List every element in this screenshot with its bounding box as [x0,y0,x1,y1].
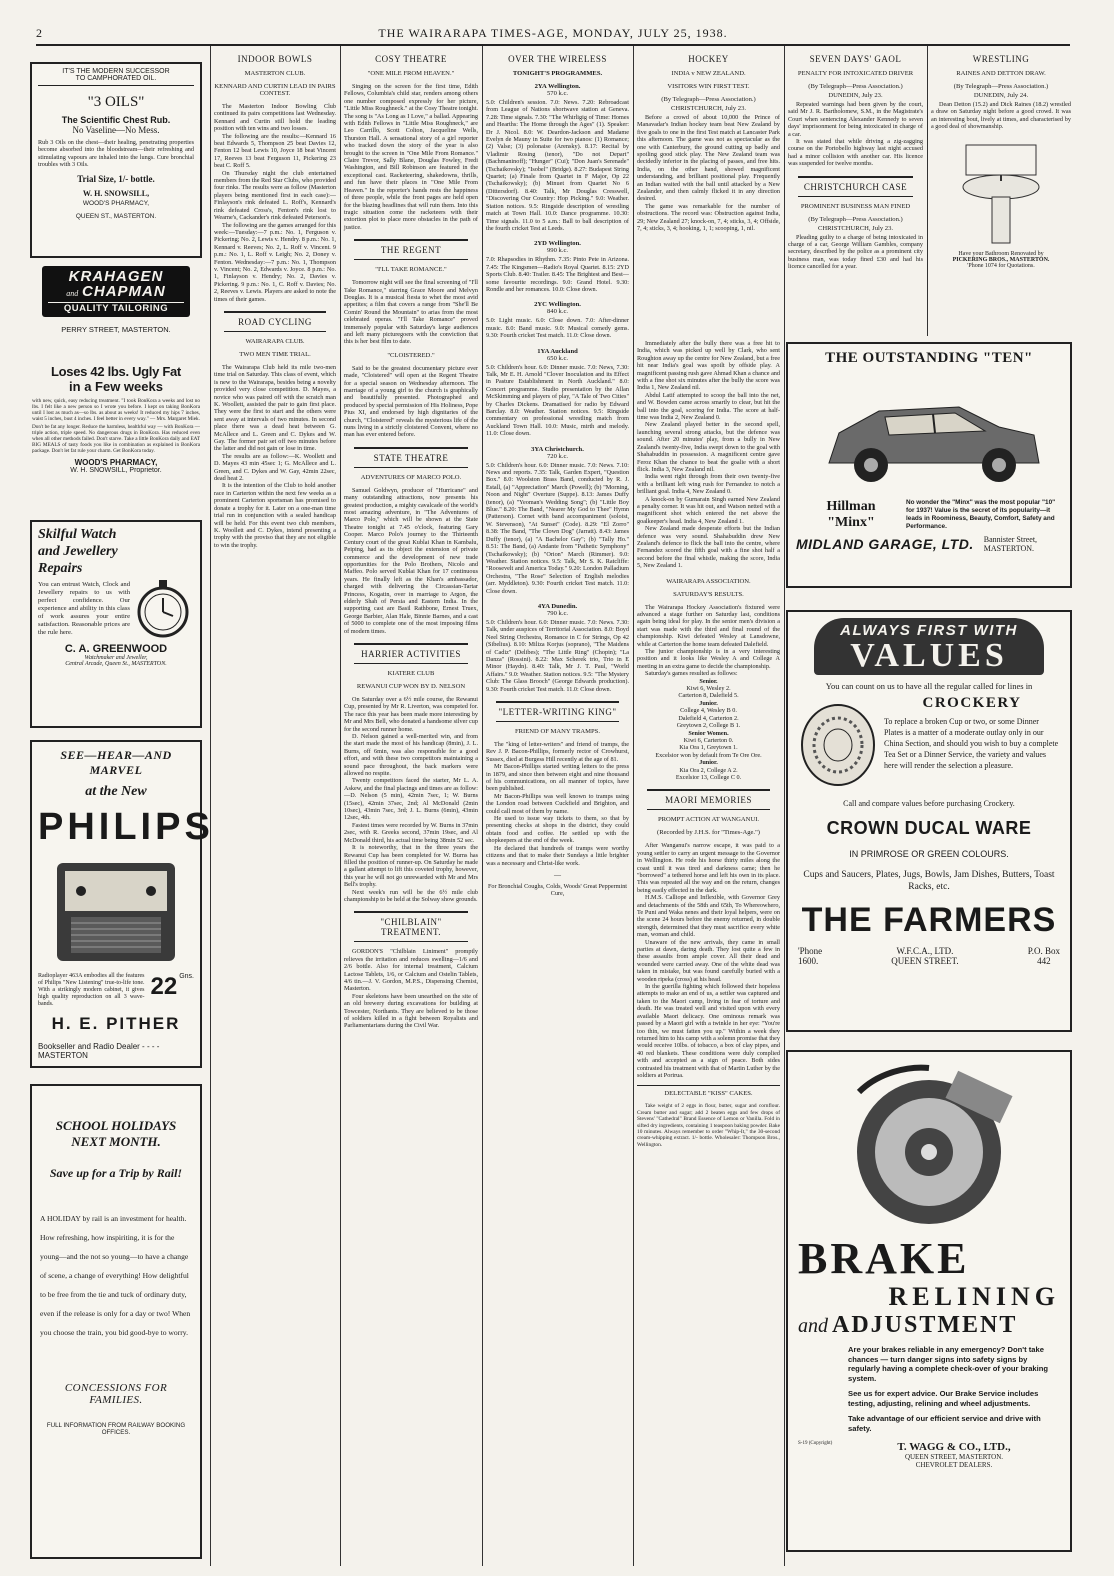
article-paragraph: The following are the games arranged for this week:—Tuesday:—7 p.m.: No. 1, Ferguson v. Pickering; No. 2, Lewis v. Hendry. 8 p.m.: No. 1, Kennard v. Reeves; No. 2, L. Roff v. Vincent. 9 p.m.: No. 1, L. Roff v. Leigh; No. 2, Doney v. Fenton. Wednesday:—7 p.m.: No. 1, Thompson v. Vincent; No. 2, Edwards v. Joyce. 8 p.m.: No. 1, Finlayson v. Hendry; No. 2, Davies v. Pickering. 9 p.m.: No. 1, C. Roff v. Davies; No. 2, Reeves v. Lewis. Players are asked to note the times of their games. [214,221,336,303]
article-paragraph: H.M.S. Calliope and Inflexible, with Governor Grey and detachments of the 58th and 65th, To Whereowhero, Te Puni and Waka nenes and their loyal helpers, were on the scene 24 hours before the enemy returned, in double strength, determined that they must sacrifice every white man, woman and child. [637,894,780,939]
ad-body: Radioplayer 463A embodies all the features of Philips "New Listening" true-to-life tone. With a strikingly modern cabinet, it gives high quality reproduction on all 3 wave-bands. [38,973,145,1007]
article-subhead: WAIRARAPA ASSOCIATION. [666,577,751,585]
ad-headline: and [798,1315,828,1337]
ad-headline: SCHOOL HOLIDAYS NEXT MONTH. [55,1118,177,1149]
ad-address: QUEEN STREET. [891,956,959,966]
programme-list: 5.0: Children's hour. 6.0: Dinner music. 7.0: News, 7.30: Talk, Mr E. H. Arnold "Clover Inoculation and its Effect in Pasture Establishment in North Auckland." 8.0: Concert programme. Studio presentation by the Allan McSkimming and players of play, "A Tale of Two Cities" by Charles Dickens. Dramatised for radio by Edward Barclay. 8.0: Weather. Station notices. 9.5: Ringside commentary on professional wrestling match from Auckland Town Hall. 10.0: Music, mirth and melody. 11.0: Close down. [486,363,629,438]
advert-line: For Bronchial Coughs, Colds, Woods' Great Peppermint Cure, [487,882,628,898]
ad-seller: W. H. SNOWSILL, Proprietor. [70,467,162,474]
ad-price: Trial Size, 1/- bottle. [77,173,155,184]
ad-tagline: QUALITY TAILORING [48,302,184,314]
hillman-minx-ad [786,342,1072,588]
ad-code: S-19 (Copyright) [798,1441,833,1446]
article-paragraph: The results are as follow:—K. Woollett and D. Mayes 43 min 45sec 1; G. McAllece and L. Green, and C. Dykes and W. Gay, 42min 22sec, dead heat 2. [214,452,336,483]
result-line: Kia Ora 2, College A 2. [679,766,738,774]
ad-address: Bannister Street, [983,535,1038,544]
article-paragraph: Samuel Goldwyn, producer of "Hurricane" and many outstanding attractions, now presents his greatest production, a mighty cavalcade of the world's most amazing adventure, in "The Adventures of Marco Polo," which will be shown at the State Theatre tonight at 7.45 o'clock, featuring Gary Cooper. Marco Polo's journey to the Thirteenth Century court of the great Kublai Khan in Kambalu, Peiping, had as its object the extension of private commerce and the development of new trade opportunities for the Polo Brothers, Nicolo and Maffeo. Polo served Kublai Khan for 17 continuous years. He finally left as the Khan's ambassador, charged with delivering the Circassian-Tartar Princess, Kogatin, over in marriage to Argon, the elderly Shah of Persia and Eastern India. In the supporting cast are Basil Rathbone, Ernest Truex, George Barbier, Alan Hale, Binnie Barnes, and a cast of 5000 to complete one of the most imposing films of modern times. [344,486,478,635]
result-line: Kia Ora 1, Greytown 1. [679,744,738,752]
ad-line: Call and compare values before purchasing Crockery. [843,799,1015,808]
article-paragraph: Take weight of 2 eggs in flour, butter, sugar and cornflour. Cream butter and sugar; add 2 beaten eggs and few drops of Stevens' "Cathedral" Brand Essence of Lemon or Vanilla. Fold in sifted dry ingredients, containing 1 teaspoon baking powder. Bake 10 minutes. Always remember to order "Whip-It," the 30-second cream-whipping extract. 1/- bottle. Wholesaler: Thompson Bros., Wellington. [637,1103,780,1148]
article-byline: (By Telegraph—Press Association.) [953,83,1049,90]
article-headline: STATE THEATRE [354,447,468,468]
ad-headline: ALWAYS FIRST WITH [840,622,1018,639]
results-grade: Senior. [699,677,718,685]
article-paragraph: Repeated warnings had been given by the court, said Mr J. R. Bartholomew, S.M., in the Magistrate's Court when sentencing Alexander Kennedy to seven days' imprisonment for being intoxicated in charge of a car. [788,101,923,138]
result-line: Kiwi 6, Wesley 2. [686,685,731,693]
article-headline: "LETTER-WRITING KING" [496,701,619,722]
result-line: Carterton 8, Dalefield 5. [678,692,739,700]
article-dateline: CHRISTCHURCH, July 23. [817,224,894,232]
article-subhead: RAINES AND DETTON DRAW. [956,70,1046,77]
watch-icon [132,574,194,644]
philips-radio-ad [30,740,214,1068]
ad-dealer: MIDLAND GARAGE, LTD. [796,536,974,552]
ad-address: QUEEN STREET, MASTERTON. [904,1453,1004,1461]
ad-headline: CONCESSIONS FOR FAMILIES. [64,1382,168,1406]
article-paragraph: The Masterton Indoor Bowling Club continued its pairs competitions last Wednesday. Kennard and Curtin still hold the leading position with ten wins and two losses. [214,103,336,133]
article-paragraph: Tomorrow night will see the final screening of "I'll Take Romance," starring Grace Moore and Melvyn Douglas. It is a musical fiesta to whet the most avid appetites; a film that covers a range from "She'll Be Comin' Round the Mountain" to arias from the most celebrated operas. "I'll Take Romance" proved immensely popular with Saturday's large audiences and left many picturegoers with the conviction that this is her best film to date. [344,279,478,346]
article-paragraph: It is noteworthy, that in the three years the Rewanui Cup has been completed for W. Burns has filled the position of runner-up. On Saturday he made a gallant attempt to lift this coveted trophy, however, this year he will not go unrewarded with Mr and Mrs Bell's trophy. [344,844,478,889]
article-headline: ROAD CYCLING [224,311,326,332]
result-line: Excelsior 13, College C 0. [675,773,742,781]
article-paragraph: The following are the results:—Kennard 16 beat Edwards 5, Thompson 25 beat Davies 12, Fenton 12 beat Lewis 10, Joyce 18 beat Vincent 17, Reeves 13 beat Ferguson 11, Pickering 23 beat C. Roff 5. [214,132,336,170]
ad-product-name: "3 OILS" [87,94,145,110]
ad-line: Cups and Saucers, Plates, Jugs, Bowls, Jam Dishes, Butters, Toast Racks, etc. [803,870,1055,892]
article-paragraph: Pleading guilty to a charge of being intoxicated in charge of a car, George William Gambles, company secretary, described by the police as a prominent city business man, was today fined £30 and had his licence cancelled for a year. [788,233,923,271]
ad-line: 'Phone 1074 for Quotations. [967,262,1035,269]
column-divider [340,46,341,1566]
article-subhead: KENNARD AND CURTIN LEAD IN PAIRS CONTEST. [214,83,336,97]
ad-address: QUEEN ST., MASTERTON. [75,212,157,220]
ad-line: TO CAMPHORATED OIL. [38,75,194,86]
article-subhead: "I'LL TAKE ROMANCE." [375,266,447,274]
ad-headline: SEE—HEAR—AND MARVEL [60,748,172,777]
article-paragraph: Abdul Latif attempted to scoop the ball into the net, and W. Bowden came across smartly to clear, but hit the ball into the goal, scoring for India. The score at half-time was India 2, New Zealand 0. [637,391,780,422]
article-subhead: PROMPT ACTION AT WANGANUI. [657,816,760,824]
article-byline: (By Telegraph—Press Association.) [808,215,903,223]
three-oils-ad [30,62,202,258]
ad-box-label: P.O. Box [1027,946,1060,956]
krahagen-chapman-ad [30,266,202,354]
station-frequency: 990 k.c. [546,247,569,255]
column-divider [927,46,928,336]
bonkora-ad [30,364,202,514]
ad-line: IN PRIMROSE OR GREEN COLOURS. [849,849,1009,859]
article-paragraph: Immediately after the bully there was a free hit to India, which was picked up well by Clark, who sent Roughton away up the centre for New Zealand, but a free hit near India's goal was spoilt by offside play. A magnificent passing rush gave Ahmad Khan a chance and with a fine shot six minutes after the bully the score was India 1, New Zealand nil. [637,340,780,392]
result-line: College 4, Wesley B 0. [680,707,737,715]
article-paragraph: It was stated that while driving a zig-zagging course on the Portobello highway last night accused had a minor collision with another car. His licence was suspended for twelve months. [788,138,923,168]
column-divider [633,46,634,1566]
ad-headline: Skilful Watch [38,527,117,542]
ad-brand: and [66,289,79,298]
article-paragraph: New Zealand played better in the second spell, launching several strong attacks, but the defence was sound. After 20 minutes' play, from a bully in New Zealand's twenty-five, India swept down to the goal with Shahabuddin in possession. A magnificent centre gave Feroz Khan the chance to beat the goalie with a short flick. India 3, New Zealand nil. [637,421,780,473]
article-headline: WRESTLING [972,54,1030,64]
ad-headline: VALUES [850,637,1008,674]
ad-line: You can count on us to have all the regular called for lines in [825,681,1033,691]
programme-list: 5.0: Children's hour. 6.0: Dinner music. 7.0: News. 7.10: News and reports. 7.35: Talk, Garden Expert, "Question Box." 8.0: Woolston Brass Band, conducted by R. J. Estall, (a) "Appreciation" March (Powell); (b) "Morning, Noon and Night" Overture (Suppe). 8.13: James Duffy (tenor), (a) "Yeoman's Wedding Song"; (b) "Little Boy Blue." 8.20: The Band, "Nearer My God to Thee" Hymn (Patterson). Cornet with band accompaniment (soloist, W. Stevenson), "At Sunset" (Code). 8.29: "El Zorro" 8.38: The Band, "The Clown Dog" (Jarratt). 8.43: James Duffy (tenor), (a) "A Bachelor Gay"; (b) "Tally Ho." 8.51: The Band, (a) Andante from "Pathetic Symphony" (Tschaikowsky); (b) "Orion" March (Rimmer). 9.0: Weather. Station notices. 9.5: Talk, Mr S. K. Ratcliffe: "Roosevelt and America Today." 9.20: London Palladium Orchestra, "The Rose" Selection of English melodies (arr. Myddleton). 9.30: Fourth cricket Test match. 11.0: Close down. [486,461,629,595]
station-name: 3YA Christchurch. [531,445,584,453]
article-byline: (By Telegraph—Press Association.) [661,96,756,103]
ad-body: Rub 3 Oils on the chest—their healing, penetrating properties become absorbed into the bloodstream—their refreshing and stimulating vapours are inhaled into the lungs. Cure bronchial troubles with 3 Oils. [38,139,194,169]
result-line: Kiwi 6, Carterton 0. [683,736,734,744]
article-paragraph: Twenty competitors faced the starter, Mr L. A. Askew, and the final placings and times are as follow:—D. Nelson (5 min), 42min 7sec, 1; W. Burns (15sec), 42min 37sec, 2nd; Al McDonald (2min 10sec), 43min 7sec, 3rd; J. L. Burns (6min), 43min 12sec, 4th. [344,777,478,822]
article-subhead: MASTERTON CLUB. [244,70,306,77]
article-paragraph: The Wairarapa Club held its mile two-men time trial on Saturday. This class of event, which is new to the Wairarapa, besides being a novelty provided very close competition. D. Mayes, a novice who was paired off with the scratch man K. Woollett, assisted the pair to gain first place. They were the first to start and the others were sent away at intervals of two minutes. In second place there was a dead heat between G. McAllece and L. Green and C. Dykes and W. Gay. The former pair set off two minutes before the latter and did not gain or lose in time. [214,363,336,453]
article-subhead: PROMINENT BUSINESS MAN FINED [800,202,911,210]
article-paragraph: GORDON'S "Chilblain Liniment" promptly relieves the irritation and reduces swelling—1/6 and 2/6 bottle. Also for internal treatment, Calcium Lactose Tablets, 1/6, or Calcium and Ostelin Tablets, 4/6 tin.—J. V. Gordon, M.P.S., Dispensing Chemist, Masterton. [344,948,478,993]
ad-headline: in a Few weeks [69,379,163,394]
ad-headline: and Jewellery [38,544,118,559]
wagg-brake-ad [786,1050,1072,1552]
newspaper-title: THE WAIRARAPA TIMES-AGE, MONDAY, JULY 25, 1938. [378,26,728,40]
car-icon [809,373,1049,493]
ad-headline: Repairs [38,561,83,576]
article-subhead: KIATERE CLUB [387,669,435,677]
article-paragraph: It is the intention of the Club to hold another race in Carterton within the next few weeks as a prominent Carterton sportsman has promised to donate a trophy for it. Later on a one-man time trial run in conjunction with a sealed handicap will be held. For this event two club members, K. Woollett and C. Dykes, intend presenting a trophy with the proviso that they are not eligible to win the trophy. [214,482,336,549]
ad-tagline: No Vaseline—No Mess. [72,125,160,135]
article-headline: SEVEN DAYS' GAOL [809,54,902,64]
column-divider [784,46,785,1566]
article-paragraph: After Wanganui's narrow escape, it was paid to a young settler to carry an urgent message to the Governor in Wellington. He rode his horse thirty miles along the coast until it was tired and darkness came; then he "borrowed" a tethered horse and left his own in its place. This was repeated all the way and on the return, changes being easily effected in the dark. [637,842,780,894]
article-headline: COSY THEATRE [375,54,447,64]
ad-headline: CROCKERY [922,695,1022,711]
radio-cabinet-icon [51,857,181,967]
page-number: 2 [36,26,43,40]
article-paragraph: Mr Bacon-Phillips started writing letters to the press in 1879, and since then between eight and nine thousand of his communications, on all manner of topics, have been published. [486,763,629,793]
article-paragraph: On Saturday over a 6½ mile course, the Rewanui Cup, presented by Mr R. Liverton, was competed for. The race this year has been made more interesting by Mr and Mrs Bell, who donated a handsome silver cup for the second runner home. [344,695,478,733]
article-headline: HOCKEY [688,54,729,64]
ad-seller: Watchmaker and Jeweller, [84,655,148,661]
ad-price: 22 [150,973,178,1000]
ad-model: "Minx" [827,515,875,530]
washbasin-icon [956,141,1046,247]
ad-body: Take advantage of our efficient service and drive with safety. [848,1414,1041,1433]
result-line: Excelsior won by default from Te Ore Ore. [655,751,762,759]
article-headline: INDOOR BOWLS [237,54,313,64]
article-subhead: REWANUI CUP WON BY D. NELSON [356,682,466,690]
ad-address: MASTERTON. [983,544,1034,553]
ad-body: A HOLIDAY by rail is an investment for health. How refreshing, how inspiriting, it is for the young—and the not so young—to have a change of scene, a change of everything! How delightful to be free from the tie and tuck of ordinary duty, even if the release is only for a day or two! When you choose the train, you bid good-bye to worry. [40,1214,191,1337]
ad-headline: CROWN DUCAL WARE [826,818,1032,838]
ad-tagline: The Scientific Chest Rub. [61,115,171,125]
column-5-lower [637,340,780,1566]
column-6-top [788,48,923,338]
station-name: 2YA Wellington. [534,83,581,90]
article-paragraph: A knock-on by Gurnarain Singh earned New Zealand a penalty corner. It was hit out, and Watson netted with a magnificent shot which entered the net above the goalkeeper's head. India 4, New Zealand 1. [637,495,780,525]
ad-seller: C. A. GREENWOOD [64,643,168,655]
ad-headline: ADJUSTMENT [832,1312,1018,1338]
ad-headline: Loses 42 lbs. Ugly Fat [51,364,181,379]
plate-icon [798,695,878,795]
article-paragraph: Four skeletons have been unearthed on the site of an old brewery during excavations for building at Towcester, Northants. They are believed to be those of soldiers killed in a fight between Royalists and Parliamentarians during the Civil War. [344,992,478,1030]
article-paragraph: He declared that hundreds of tramps were worthy citizens and that to make their Sundays a little brighter was a necessary and Christ-like work. [486,844,629,867]
article-subhead: VISITORS WIN FIRST TEST. [667,83,750,90]
column-5-top [637,48,780,338]
station-frequency: 790 k.c. [546,609,569,617]
ad-footer: Bookseller and Radio Dealer - - - - MASTERTON [38,1042,160,1060]
ad-brand: PHILIPS [38,806,214,848]
station-frequency: 720 k.c. [546,452,569,460]
article-paragraph: In the guerilla fighting which followed their hopeless attempts to make an end of us, a settler was captured and taken to the Maori camp, living in fear of torture and death. He was treated well and visited upon with every available Maori delicacy. One ominous remark was passed by a Maori girl with a twinkle in her eye: "You're too thin, we must fatten you up." Within a week they returned him to his camp with a solemn promise that they would receive 10lbs. of tobacco, a box of clay pipes, and 40 red blankets. These conditions were duly complied with and accepted as a sign of peace. Both sides contrasted his treatment with that of Martin Luther by the soldiers at Porirua. [637,983,780,1079]
article-subhead: DELECTABLE "KISS" CAKES. [637,1085,780,1097]
article-paragraph: Singing on the screen for the first time, Edith Fellows, Columbia's child star, renders among others one number composed expressly for her picture, "Little Miss Roughneck." at the Cosy Theatre tonight. The song is "As Long as I Love," a ballad. Appearing with Edith Fellows in "Little Miss Roughneck," are Leo Carrillo, Scott Colton, Jacqueline Wells, Thurston Hall. A sensational story of a girl reporter who tracked down the story of the year is also brought to the screen in "One Mile From Romance." Claire Trevor, Sally Blane, Douglas Fowley, Fredi Washington, and Bill Robinson are featured in the exceptional cast. Racketeering, shakedowns, thrills, and fun have their places in "One Mile From Heaven." In the reporter's hands rests the happiness of three people, while the front pages are held open for the blazing headlines that will ruin them. Into this tragic situation come the racketeers with their extortion plot to place more obstacles in the path of justice. [344,83,478,231]
article-dateline: DUNEDIN, July 24. [973,92,1029,99]
article-headline: THE REGENT [354,239,468,260]
ad-dealer: CHEVROLET DEALERS. [915,1461,993,1469]
ad-line: Have your Bathroom Renovated by [958,250,1044,257]
ad-address: PERRY STREET, MASTERTON. [61,325,171,334]
column-3 [344,48,478,1564]
article-paragraph: The game was remarkable for the number of obstructions. The record was: Obstruction against India, 29; New Zealand 27; knock-on, 7, 4; sticks, 3, 4; Offside, 7, 4; sticks, 3, 4; hooking, 1, 1; scooping, 1, nil. [637,202,780,233]
article-paragraph: Before a crowd of about 10,000 the Prince of Manavadar's Indian hockey team beat New Zealand by five goals to one in the first Test match at Lancaster Park this afternoon. The game was not as spectacular as the one with Canterbury, the ground cutting up badly and spoiling good stick play. The New Zealand team was decidedly inferior in the placing of passes, and free hits. India, on the other hand, showed magnificent understanding, and brilliant positional play. Frequently an Indian waited with the ball until attacked by a New Zealander, and then calmly flicked it in any direction desired. [637,114,780,203]
ad-headline: RELINING [888,1282,1060,1311]
column-4: OVER THE WIRELESS TONIGHT'S PROGRAMMES. 2YA Wellington. 570 k.c. 5.0: Children's session. 7.0: News. 7.20: Rebroadcast from League of Nations shortwave station at Geneva. 7.28: Time signals. 7.30: "The Whirligig of Time: Homes and Hearths: The Home through the Ages" (1). Speaker: Dr J. Nicol. 8.0: W. Deardon-Jackson and Madame Evelyn de Mauny in Suite for two pianos: (1) Romance; (2) Valse; (3) polonaise (Arensky). 8.17: Recital by Vladimir Rosing (tenor), "Do not Depart" (Bachmaninoff); "Hunger" (Cui); "Don Juan's Serenade" (Tschaikovsky); "Isobel" (Bridge). 8.27: Budapest String Quartet; (a) Finale from Quartet in F Major, Op 22 (Tschaikowsky); (b) Minuet from Quartet No 6 (Dittersdorf). 8.40: Talk, Mr Douglas Cresswell, "Discovering Our Country: Hop Picking." 9.0: Weather. Station notices. 9.5: Ringside description of wrestling match at Town Hall. 10.0: Dance programme. 10.30: Time signals. 11.0 to 5 a.m.: Ball to ball description of the fourth cricket Test at Leeds. 2YD Wellington. 990 k.c. 7.0: Rhapsodies in Rhythm. 7.35: Pinto Pete in Arizona. 7.45: The Kingsmen—Radio's Royal Quartet. 8.15: 2YD Sports Club. 8.40: Trailer. 8.45: The Brightest and Best—some favourite recordings. 9.0: Grand Hotel. 9.30: Rondle and her romances. 10.0: Close down. 2YC Wellington. 840 k.c. 5.0: Light music. 6.0: Close down. 7.0: After-dinner music. 8.0: Band music. 9.0: Musical comedy gems. 9.30: Fourth cricket Test match. 11.0: Close down. 1YA Auckland 650 k.c. 5.0: Children's hour. 6.0: Dinner music. 7.0: News, 7.30: Talk, Mr E. H. Arnold "Clover Inoculation and its Effect in Pasture Establishment in North Auckland." 8.0: Concert programme. Studio presentation by the Allan McSkimming and players of play, "A Tale of Two Cities" by Charles Dickens. Dramatised for radio by Edward Barclay. 8.0: Weather. Station notices. 9.5: Ringside commentary on professional wrestling match from Auckland Town Hall. 10.0: Music, mirth and melody. 11.0: Close down. 3YA Christchurch. 720 k.c. 5.0: Children's hour. 6.0: Dinner music. 7.0: News. 7.10: News and reports. 7.35: Talk, Garden Expert, "Question Box." 8.0: Woolston Brass Band, conducted by R. J. Estall, (a) "Appreciation" March (Powell); (b) "Morning, Noon and Night" Overture (Suppe). 8.13: James Duffy (tenor), (a) "Yeoman's Wedding Song"; (b) "Little Boy Blue." 8.20: The Band, "Nearer My God to Thee" Hymn (Patterson). Cornet with band accompaniment (soloist, W. Stevenson), "At Sunset" (Code). 8.29: "El Zorro" 8.38: The Band, "The Clown Dog" (Jarratt). 8.43: James Duffy (tenor), (a) "A Bachelor Gay"; (b) "Tally Ho." 8.51: The Band, (a) Andante from "Pathetic Symphony" (Tschaikowsky); (b) "Orion" March (Rimmer). 9.0: Weather. Station notices. 9.5: Talk, Mr S. K. Ratcliffe: "Roosevelt and America Today." 9.20: London Palladium Orchestra, "The Rose" Selection of English melodies (arr. Myddleton). 9.30: Fourth cricket Test match. 11.0: Close down. 4YA Dunedin. 790 k.c. 5.0: Children's hour. 6.0: Dinner music. 7.0: News. 7.30: Talk, under auspices of Territorial Association. 8.0: Boyd Neel String Orchestra, Romance in C for Strings, Op 42 (Sibelius). 8.10: Miliza Korjus (soprano), "The Maidens of Cadiz" (Delibes); "The Little Ring" (Chopin); "La Danza" (Rossini). 8.22: Max Scherek trio, Trio in E Minor (Haydn). 8.40: Talk, Mr J. T. Paul, "World Affairs." 9.0: Weather. Station notices. 9.5: "The Mystery Club: The Glass Brooch" (George Edwards production). 9.30: Fourth cricket Test match. 11.0: Close down. "LETTER-WRITING KING" FRIEND OF MANY TRAMPS. The "king of letter-writers" and friend of tramps, the Rev J. P. Bacon-Phillips, formerly rector of Crowhurst, Sussex, died at Burgess Hill recently at the age of 81. Mr Bacon-Phillips started writing letters to the press in 1879, and since then between eight and nine thousand of his communications, on all manner of topics, have been published. Mr Bacon-Phillips was well known to tramps using the London road between Cuckfield and Brighton, and could call most of them by name. He used to issue way tickets to them, so that by presenting checks at shops in the district, they could obtain food and coffee. He settled up with the shopkeepers at the end of the week. He declared that hundreds of tramps were worthy citizens and that to make their Sundays a little brighter was a necessary and Christ-like work. — For Bronchial Coughs, Colds, Woods' Great Peppermint Cure, [486,54,629,898]
article-subhead: "CLOISTERED." [387,351,435,359]
article-subhead: TONIGHT'S PROGRAMMES. [512,70,603,77]
ad-body: To replace a broken Cup or two, or some Dinner Plates is a matter of a moderate outlay only in our China Section, and should you wish to buy a complete Tea Set or a Dinner Service, the variety and values here will render the selection a pleasure. [884,717,1059,770]
result-line: Greytown 2, College B 1. [676,722,741,730]
article-paragraph: The junior championship is in a very interesting position and it looks like Wesley A and College A meeting in an extra game to decide the championship. [637,648,780,670]
ad-body: Are your brakes reliable in any emergency? Don't take chances — turn danger signs into safety signs by regularly having a complete check-over of your braking system. [848,1345,1049,1383]
article-subhead: SATURDAY'S RESULTS. [673,590,744,598]
masthead [36,26,1070,40]
ad-brand: KRAHAGEN [68,268,164,285]
article-paragraph: Saturday's games resulted as follows: [645,670,738,678]
article-paragraph: New Zealand made desperate efforts but the Indian defence was very sound. Shahabuddin drew New Zealand's defence to flick the ball into the centre, where Fernandez scored the fifth goal with a fine shot half a second before the final whistle, making the score, India 5, New Zealand 1. [637,525,780,570]
article-headline: CHRISTCHURCH CASE [798,176,913,197]
station-name: 2YD Wellington. [534,240,581,248]
column-7-top [931,48,1071,338]
article-headline: HARRIER ACTIVITIES [354,643,468,664]
result-line: Dalefield 4, Carterton 2. [678,714,739,722]
ad-box-number: 442 [1037,956,1051,966]
programme-list: 5.0: Light music. 6.0: Close down. 7.0: After-dinner music. 8.0: Band music. 9.0: Musical comedy gems. 9.30: Fourth cricket Test match. 11.0: Close down. [486,317,629,340]
programme-list: 7.0: Rhapsodies in Rhythm. 7.35: Pinto Pete in Arizona. 7.45: The Kingsmen—Radio's Royal Quartet. 8.15: 2YD Sports Club. 8.40: Trailer. 8.45: The Brightest and Best—some favourite recordings. 9.0: Grand Hotel. 9.30: Rondle and her romances. 10.0: Close down. [486,256,629,293]
article-subhead: FRIEND OF MANY TRAMPS. [514,728,600,735]
station-name: 4YA Dunedin. [537,602,578,610]
article-paragraph: Fastest times were recorded by W. Burns in 37min 2sec, with R. Greeks second, 37min 19sec, and Al McDonald third, his actual time being 38min 52 sec. [344,821,478,844]
station-name: 2YC Wellington. [534,301,581,309]
ad-phone-label: 'Phone [798,946,823,956]
ad-seller: WOOD'S PHARMACY, [82,199,150,207]
article-headline: MAORI MEMORIES [647,789,770,810]
article-subhead: "ONE MILE FROM HEAVEN." [367,70,455,77]
article-paragraph: Unaware of the new arrivals, they came in small parties at dawn, daring death. They lost quite a few in these assaults from ample cover. All their dead and wounded were carried away. One of the white dead was taken in mistake, but was found carefully buried with a wooden ripeka (cross) at his head. [637,938,780,983]
ad-seller: H. E. PITHER [51,1014,181,1033]
railway-ad [30,1084,202,1559]
results-grade: Senior Women. [688,729,729,737]
article-paragraph: The "king of letter-writers" and friend of tramps, the Rev J. P. Bacon-Phillips, formerly rector of Crowhurst, Sussex, died at Burgess Hill recently at the age of 81. [486,741,629,763]
article-subhead: WAIRARAPA CLUB. [245,337,305,345]
article-paragraph: Next week's run will be the 6½ mile club championship to be held at the Solway show grounds. [344,888,478,903]
greenwood-watch-ad [30,520,202,728]
article-dateline: CHRISTCHURCH, July 23. [670,105,747,112]
article-paragraph: Dean Detton (15.2) and Dick Raines (18.2) wrestled a draw on Saturday night before a good crowd. It was an interesting bout, lively at times, and characterised by a good deal of showmanship. [931,101,1071,131]
ad-headline: BRAKE [798,1234,970,1283]
ad-headline: Save up for a Trip by Rail! [49,1166,183,1180]
article-paragraph: On Thursday night the club entertained members from the Red Star Clubs, who provided four rinks. The results were as follow (Masterton players being mentioned first in each case):—Finlayson's rink defeated L. Roff's, Kennard's rink defeated Cross's, Fenton's rink lost to Wearne's, Cackander's rink defeated Peterson's. [214,169,336,222]
column-divider [482,46,483,1566]
article-paragraph: He used to issue way tickets to them, so that by presenting checks at shops in the district, they could obtain food and coffee. He settled up with the shopkeepers at the end of the week. [486,815,629,845]
ad-body: with new, quick, easy reducing treatment. "I took BonKora a weeks and lost no lbs. I felt like a new person so I wrote you before. I kept on taking BonKora until I lost as much as—so lbs. as about as weeks! It reduced my hips 7 inches, waist 5 inches, bust 4 inches. I feel better in every way." — Mrs. Margaret Miek. [32,398,200,422]
programme-list: 5.0: Children's hour. 6.0: Dinner music. 7.0: News. 7.30: Talk, under auspices of Territorial Association. 8.0: Boyd Neel String Orchestra, Romance in C for Strings, Op 42 (Sibelius). 8.10: Miliza Korjus (soprano), "The Maidens of Cadiz" (Delibes); "The Little Ring" (Chopin); "La Danza" (Rossini). 8.22: Max Scherek trio, Trio in E Minor (Haydn). 8.40: Talk, Mr J. T. Paul, "World Affairs." 9.0: Weather. Station notices. 9.5: "The Mystery Club: The Glass Brooch" (George Edwards production). 9.30: Fourth cricket Test match. 11.0: Close down. [486,618,629,693]
ad-company: W.F.C.A., LTD. [896,946,954,956]
article-byline: (Recorded by J.H.S. for "Times-Age.") [657,829,760,837]
ad-line: IT'S THE MODERN SUCCESSOR [62,68,170,75]
ad-footer: FULL INFORMATION FROM RAILWAY BOOKING OFFICES. [46,1422,186,1436]
ad-address: Central Arcade, Queen St., MASTERTON. [65,661,167,667]
station-frequency: 570 k.c. [546,90,569,97]
article-subhead: PENALTY FOR INTOXICATED DRIVER [797,70,914,77]
results-grade: Junior. [699,759,718,767]
article-subhead: TWO MEN TIME TRIAL. [239,350,311,358]
article-headline: OVER THE WIRELESS [508,54,607,64]
ad-line: PICKERING BROS., MASTERTON. [952,256,1050,263]
station-frequency: 650 k.c. [546,354,569,362]
station-frequency: 840 k.c. [546,308,569,316]
ad-seller: W. H. SNOWSILL, [82,188,150,198]
ad-dealer: T. WAGG & CO., LTD., [897,1441,1011,1453]
article-paragraph: Said to be the greatest documentary picture ever made, "Cloistered" will open at the Regent Theatre for a special season on Wednesday afternoon. The marriage of a young girl to the church is graphically and beautifully presented. Photographed and produced by special permission of His Holiness, Pope Pius XI, and endorsed by high dignitaries of the church, "Cloistered" reveals the mysterious life of the nuns living in a strictly cloistered Convent, where no man has ever entered before. [344,364,478,439]
ad-price-unit: Gns. [179,973,194,980]
column-2 [214,48,336,549]
article-paragraph: India went right through from their own twenty-five with a brilliant left wing rush for Fernandez to notch a brilliant goal. India 4, New Zealand 0. [637,473,780,496]
article-paragraph: The Wairarapa Hockey Association's fixtured were advanced a stage further on Saturday last, conditions again being ideal for play. In the senior men's division a start was made with the third and final round of the championship. Kiwi defeated Wesley at Lansdowne, while at Carterton the home team defeated Dalefield. [637,603,780,648]
header-rule [36,44,1070,46]
article-subhead: INDIA v NEW ZEALAND. [671,70,746,77]
ad-body: Don't be fat any longer. Reduce the harmless, healthful way — with BonKora — triple action, triple speed. No dangerous drugs in BonKora. Has reduced even when all other methods failed. Don't starve. Take a little BonKora daily and EAT BIG MEALS of tasty foods you like in combination as explained in BonKora package. Don't let fat rule your charm. Get BonKora today. [32,424,200,454]
brake-wheel-icon [819,1062,1039,1232]
article-dateline: DUNEDIN, July 23. [828,92,883,99]
ad-body: You can entrust Watch, Clock and Jewellery repairs to us with perfect confidence. Our experience and ability in this class of work assures your entire satisfaction. Reasonable prices are the rule here. [38,581,130,636]
article-paragraph: D. Nelson gained a well-merited win, and from the start made the most of his handicap (8min), J. L. Burns, off 6min, was also responsible for a good effort, and with these two competitors maintaining a sound pace throughout, the back markers were allowed no respite. [344,733,478,778]
station-name: 1YA Auckland [537,347,578,355]
ad-seller: WOOD'S PHARMACY, [74,458,158,467]
ad-body: No wonder the "Minx" was the most popular "10" for 1937! Value is the secret of its popularity—it leads in Roominess, Beauty, Comfort, Safety and Performance. [906,499,1056,530]
article-paragraph: Mr Bacon-Phillips was well known to tramps using the London road between Cuckfield and Brighton, and could call most of them by name. [486,792,629,815]
ad-headline: THE OUTSTANDING "TEN" [825,350,1033,366]
programme-list: 5.0: Children's session. 7.0: News. 7.20: Rebroadcast from League of Nations shortwave station at Geneva. 7.28: Time signals. 7.30: "The Whirligig of Time: Homes and Hearths: The Home through the Ages" (1). Speaker: Dr J. Nicol. 8.0: W. Deardon-Jackson and Madame Evelyn de Mauny in Suite for two pianos: (1) Romance; (2) Valse; (3) polonaise (Arensky). 8.17: Recital by Vladimir Rosing (tenor), "Do not Depart" (Bachmaninoff); "Hunger" (Cui); "Don Juan's Serenade" (Tschaikovsky); "Isobel" (Bridge). 8.27: Budapest String Quartet; (a) Finale from Quartet in F Major, Op 22 (Tschaikowsky); (b) Minuet from Quartet No 6 (Dittersdorf). 8.40: Talk, Mr Douglas Cresswell, "Discovering Our Country: Hop Picking." 9.0: Weather. Station notices. 9.5: Ringside description of wrestling match at Town Hall. 10.0: Dance programme. 10.30: Time signals. 11.0 to 5 a.m.: Ball to ball description of the fourth cricket Test at Leeds. [486,99,629,232]
article-byline: (By Telegraph—Press Association.) [808,83,903,90]
ad-headline: at the New [85,784,147,799]
ad-brand: THE FARMERS [801,901,1057,939]
ad-brand: CHAPMAN [82,283,166,300]
article-headline: "CHILBLAIN" TREATMENT. [354,911,468,942]
ad-phone: 1600. [798,956,819,966]
ad-model: Hillman [826,499,876,514]
article-subhead: ADVENTURES OF MARCO POLO. [360,473,462,481]
farmers-crockery-ad [786,610,1072,1032]
ad-body: See us for expert advice. Our Brake Service includes testing, adjusting, relining and wheel adjustments. [848,1389,1039,1408]
results-grade: Junior. [699,699,718,707]
